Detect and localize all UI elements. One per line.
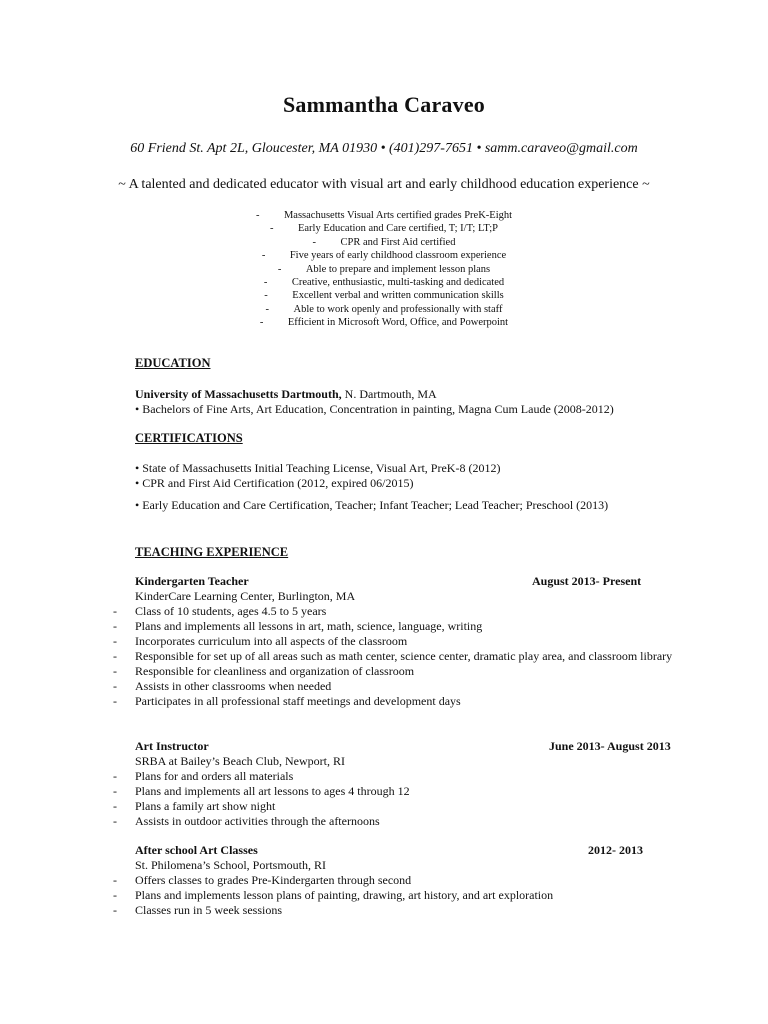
job-organization: KinderCare Learning Center, Burlington, MA [135, 589, 356, 603]
skill-item: - Massachusetts Visual Arts certified grades PreK-Eight [255, 210, 513, 221]
skill-item: - Able to prepare and implement lesson plans [277, 263, 491, 275]
duty-item: - Class of 10 students, ages 4.5 to 5 years [113, 604, 327, 618]
skills-list [0, 209, 768, 330]
job-title: Art Instructor [135, 739, 209, 753]
dash-marker: - [113, 679, 117, 693]
skill-item: - Able to work openly and professionally with staff [265, 303, 503, 315]
certification-item: • Early Education and Care Certification, Teacher; Infant Teacher; Lead Teacher; Preschool (2013) [135, 498, 609, 512]
duty-item: - Classes run in 5 week sessions [113, 903, 282, 917]
duty-item: - Offers classes to grades Pre-Kindergarten through second [113, 873, 412, 887]
dash-marker: - [263, 276, 268, 288]
duty-item: - Plans a family art show night [113, 799, 276, 813]
dash-marker: - [113, 619, 117, 633]
school-name: University of Massachusetts Dartmouth, [135, 387, 342, 401]
dash-marker: - [113, 634, 117, 648]
skill-item: - Excellent verbal and written communication skills [264, 290, 504, 302]
tagline: ~ A talented and dedicated educator with visual art and early childhood education experience ~ [118, 177, 650, 192]
job-dates: 2012- 2013 [588, 843, 643, 857]
skill-item: - Early Education and Care certified, T; I/T; LT;P [269, 223, 499, 235]
duty-item: - Participates in all professional staff meetings and development days [113, 694, 461, 708]
dash-marker: - [255, 210, 260, 221]
duty-item: - Plans and implements all art lessons to ages 4 through 12 [113, 784, 410, 798]
dash-marker: - [113, 784, 117, 798]
dash-marker: - [113, 649, 117, 663]
dash-marker: - [113, 814, 117, 828]
candidate-name: Sammantha Caraveo [282, 92, 485, 117]
school-location: N. Dartmouth, MA [341, 387, 437, 401]
duty-item: - Assists in outdoor activities through the afternoons [113, 814, 380, 828]
dash-marker: - [113, 799, 117, 813]
dash-marker: - [113, 604, 117, 618]
education-heading: EDUCATION [135, 356, 211, 370]
skill-item: - Efficient in Microsoft Word, Office, and Powerpoint [259, 317, 509, 329]
dash-marker: - [113, 769, 117, 783]
job-title: After school Art Classes [135, 843, 258, 857]
duty-item: - Assists in other classrooms when needed [113, 679, 332, 693]
dash-marker: - [269, 223, 274, 235]
job-organization: SRBA at Bailey’s Beach Club, Newport, RI [135, 754, 345, 768]
dash-marker: - [113, 694, 117, 708]
dash-marker: - [261, 250, 266, 262]
job-duties-list [0, 769, 768, 829]
certification-item: • State of Massachusetts Initial Teaching License, Visual Art, PreK-8 (2012) [135, 461, 501, 475]
dash-marker: - [264, 290, 268, 302]
duty-item: - Responsible for cleanliness and organization of classroom [113, 664, 415, 678]
dash-marker: - [277, 263, 282, 275]
skill-item: - CPR and First Aid certified [312, 236, 456, 248]
job-organization: St. Philomena’s School, Portsmouth, RI [135, 858, 327, 872]
certifications-heading: CERTIFICATIONS [135, 431, 243, 445]
contact-info: 60 Friend St. Apt 2L, Gloucester, MA 01930 • (401)297-7651 • samm.caraveo@gmail.com [130, 141, 638, 156]
experience-heading: TEACHING EXPERIENCE [135, 545, 289, 559]
dash-marker: - [265, 303, 270, 315]
education-degree: • Bachelors of Fine Arts, Art Education, Concentration in painting, Magna Cum Laude (2008-2012) [135, 402, 614, 416]
duty-item: - Plans and implements all lessons in art, math, science, language, writing [113, 619, 483, 633]
job-duties-list [0, 604, 768, 709]
duty-item: - Incorporates curriculum into all aspects of the classroom [113, 634, 408, 648]
duty-item: - Plans for and orders all materials [113, 769, 294, 783]
duty-item: - Plans and implements lesson plans of painting, drawing, art history, and art exploration [113, 888, 554, 902]
dash-marker: - [113, 664, 117, 678]
job-dates: June 2013- August 2013 [549, 739, 671, 753]
dash-marker: - [113, 873, 117, 887]
job-duties-list [0, 873, 768, 918]
job-title: Kindergarten Teacher [135, 574, 249, 588]
duty-item: - Responsible for set up of all areas such as math center, science center, dramatic play area, and classroom library [113, 649, 673, 663]
dash-marker: - [259, 317, 264, 329]
dash-marker: - [113, 903, 117, 917]
dash-marker: - [312, 236, 317, 248]
job-dates: August 2013- Present [532, 574, 642, 588]
skill-item: - Five years of early childhood classroom experience [261, 250, 507, 262]
skill-item: - Creative, enthusiastic, multi-tasking and dedicated [263, 276, 505, 288]
education-school-line [135, 387, 437, 402]
certification-item: • CPR and First Aid Certification (2012, expired 06/2015) [135, 476, 414, 490]
dash-marker: - [113, 888, 117, 902]
